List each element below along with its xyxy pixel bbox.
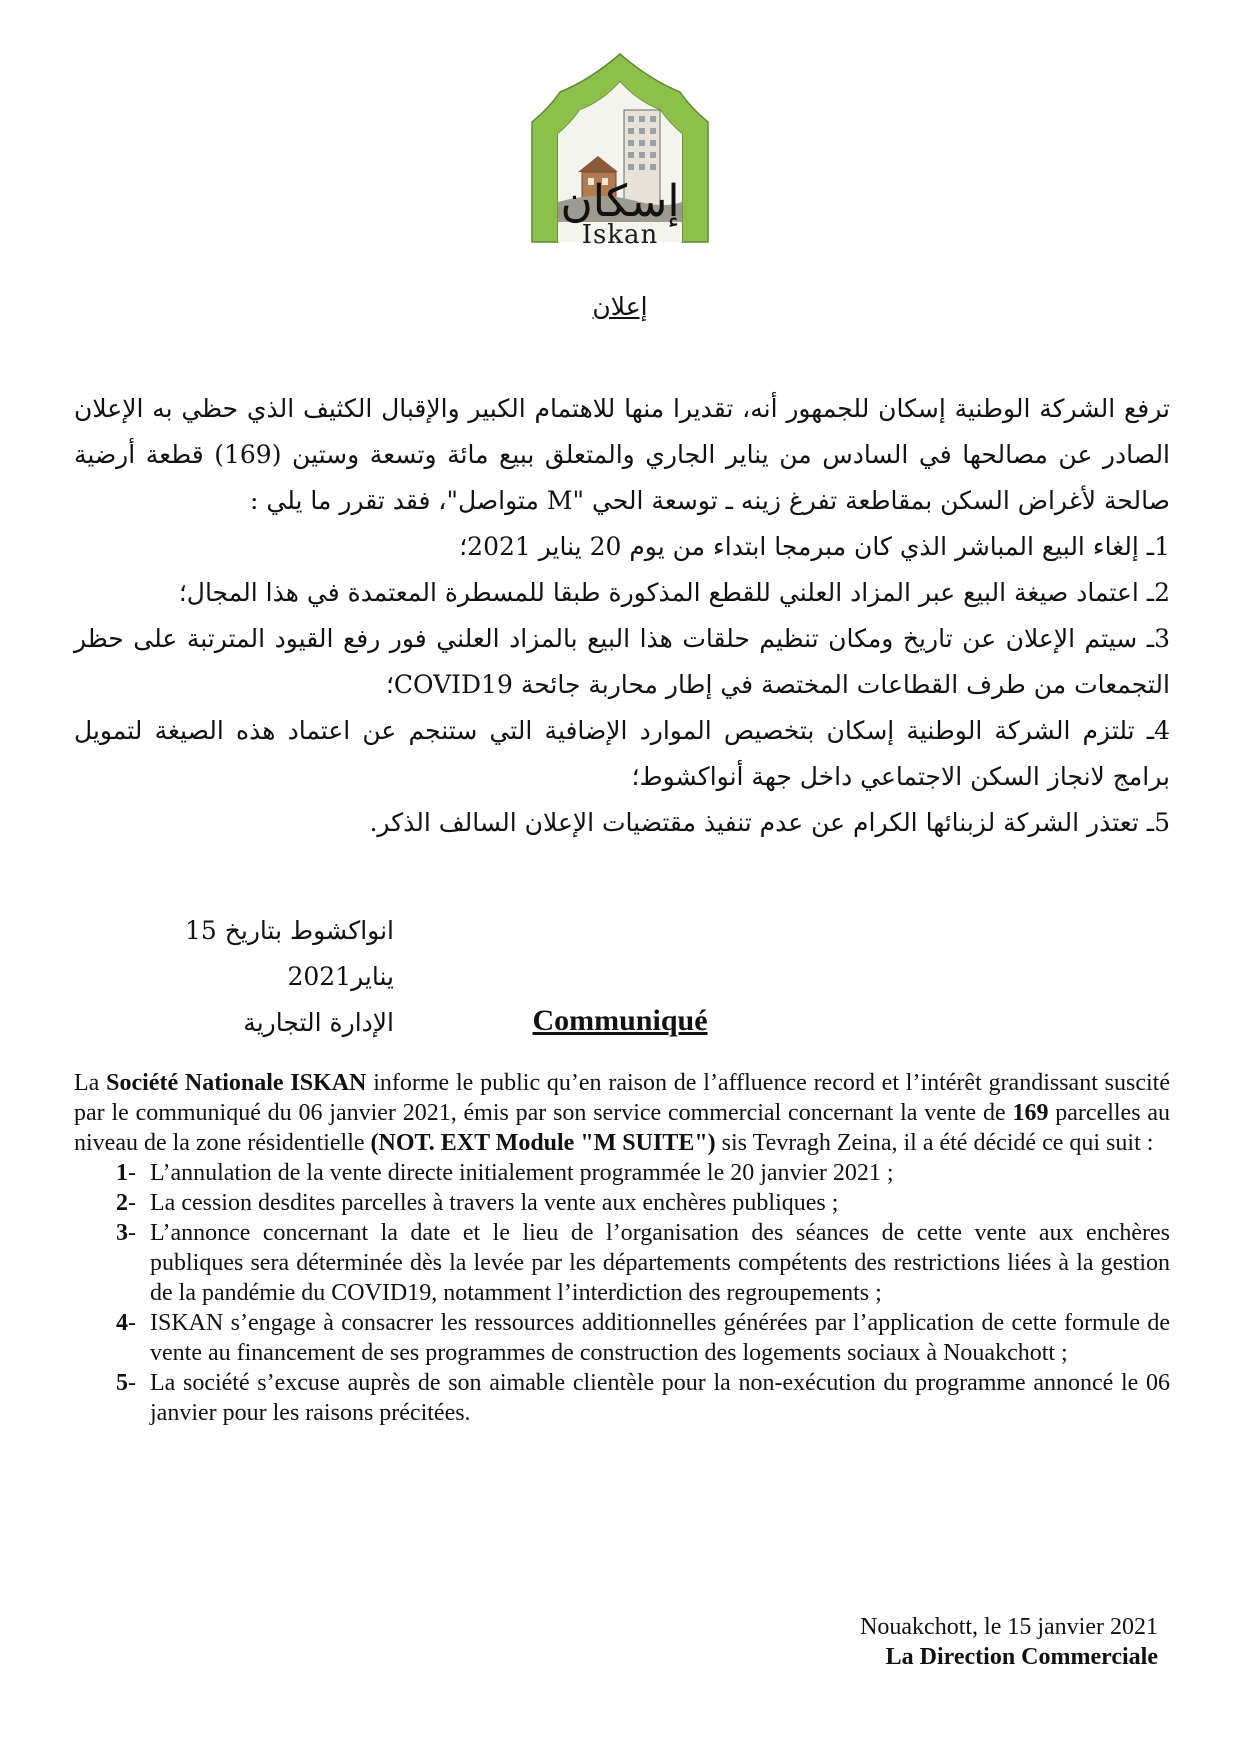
french-body [74, 1068, 1170, 1428]
item-text: L’annulation de la vente directe initialement programmée le 20 janvier 2021 ; [150, 1160, 894, 1186]
item-number: 5- [116, 1370, 136, 1396]
french-sign-date: Nouakchott, le 15 janvier 2021 [860, 1614, 1158, 1640]
iskan-logo [520, 52, 720, 252]
arabic-intro: ترفع الشركة الوطنية إسكان للجمهور أنه، تقديرا منها للاهتمام الكبير والإقبال الكثيف الذي حظي به الإعلان الصادر عن مصالحها في السادس من يناير الجاري والمتعلق ببيع مائة وتسعة وستين (169) قطعة أرضية صالحة لأغراض السكن بمقاطعة تفرغ زينه ـ توسعة الحي "M متواصل"، فقد تقرر ما يلي : [74, 394, 1171, 515]
arabic-list-item: 5ـ تعتذر الشركة لزبنائها الكرام عن عدم تنفيذ مقتضيات الإعلان السالف الذكر. [369, 808, 1170, 837]
arabic-list-item: 2ـ اعتماد صيغة البيع عبر المزاد العلني للقطع المذكورة طبقا للمسطرة المعتمدة في هذا المجال؛ [178, 578, 1170, 607]
intro-text: informe le public qu’en raison de l’affluence record et l’intérêt grandissant suscité par le communiqué du 06 janvier 2021, émis par son service commercial concernant la vente de [74, 1070, 1170, 1126]
french-list-item [74, 1218, 1170, 1308]
arabic-sign-dept: الإدارة التجارية [243, 1008, 394, 1037]
arabic-list [74, 524, 1170, 846]
item-number: 4- [116, 1310, 136, 1336]
french-list [74, 1158, 1170, 1428]
item-text: L’annonce concernant la date et le lieu de l’organisation des séances de cette vente aux enchères publiques sera déterminée dès la levée par les départements compétents des restrictions liées à la gestion de la pandémie du COVID19, notamment l’interdiction des regroupements ; [150, 1220, 1170, 1306]
french-signature [700, 1612, 1158, 1672]
item-number: 3- [116, 1220, 136, 1246]
arabic-list-item: 1ـ إلغاء البيع المباشر الذي كان مبرمجا ابتداء من يوم 20 يناير 2021؛ [459, 532, 1170, 561]
french-list-item [74, 1308, 1170, 1368]
svg-text:إسكان: إسكان [560, 176, 680, 227]
item-number: 2- [116, 1190, 136, 1216]
french-intro [74, 1068, 1170, 1158]
french-sign-dept: La Direction Commerciale [885, 1644, 1158, 1670]
zone-name: (NOT. EXT Module "M SUITE") [370, 1130, 716, 1156]
arabic-sign-date: انواكشوط بتاريخ 15 يناير2021 [185, 916, 394, 991]
intro-text: La [74, 1070, 107, 1096]
intro-text: parcelles au niveau de la zone résidentielle [74, 1100, 1170, 1156]
french-title: Communiqué [532, 1004, 708, 1037]
item-number: 1- [116, 1160, 136, 1186]
french-list-item [74, 1158, 1170, 1188]
arabic-title: إعلان [592, 292, 648, 321]
item-text: La cession desdites parcelles à travers la vente aux enchères publiques ; [150, 1190, 839, 1216]
parcel-count: 169 [1012, 1100, 1049, 1126]
intro-text: sis Tevragh Zeina, il a été décidé ce qui suit : [715, 1130, 1154, 1156]
french-list-item [74, 1188, 1170, 1218]
french-list-item [74, 1368, 1170, 1428]
arabic-signature [74, 908, 394, 1046]
item-text: La société s’excuse auprès de son aimable clientèle pour la non-exécution du programme annoncé le 06 janvier pour les raisons précitées. [150, 1370, 1170, 1426]
arabic-list-item: 3ـ سيتم الإعلان عن تاريخ ومكان تنظيم حلقات هذا البيع بالمزاد العلني فور رفع القيود المترتبة على حظر التجمعات من طرف القطاعات المختصة في إطار محاربة جائحة COVID19؛ [74, 624, 1170, 699]
item-text: ISKAN s’engage à consacrer les ressources additionnelles générées par l’application de cette formule de vente au financement de ses programmes de construction des logements sociaux à Nouakchott ; [150, 1310, 1170, 1366]
arabic-list-item: 4ـ تلتزم الشركة الوطنية إسكان بتخصيص الموارد الإضافية التي ستنجم عن اعتماد هذه الصيغة لتمويل برامج لانجاز السكن الاجتماعي داخل جهة أنواكشوط؛ [74, 716, 1170, 791]
iskan-wordmark: Iskan [581, 220, 659, 250]
arabic-body [74, 386, 1170, 846]
company-name: Société Nationale ISKAN [106, 1070, 367, 1096]
